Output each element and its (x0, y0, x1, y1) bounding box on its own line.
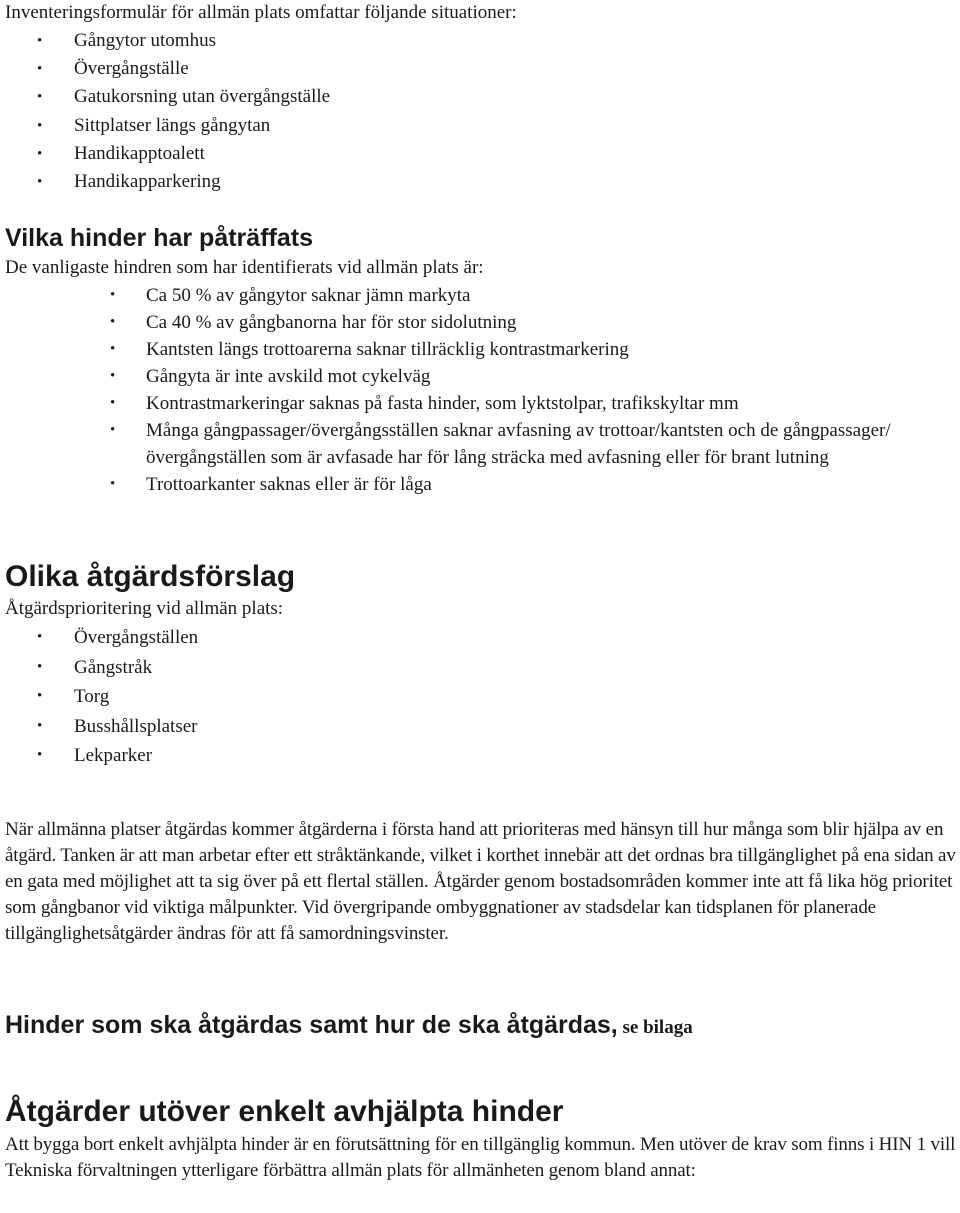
list-item: • Handikapparkering (5, 168, 330, 196)
bullet-icon: • (37, 629, 43, 645)
bullet-icon: • (37, 33, 43, 49)
list-item: • Många gångpassager/övergångsställen saknar avfasning av trottoar/kantsten och de gångpassager/övergångställen som är avfasade har för lång sträcka med avfasning eller för brant lutning (5, 417, 946, 471)
obstacles-list (5, 282, 946, 498)
priority-list (5, 623, 198, 771)
bullet-icon: • (37, 61, 43, 78)
priority-paragraph: När allmänna platser åtgärdas kommer åtgärderna i första hand att prioriteras med hänsyn till hur många som blir hjälpa av en åtgärd. Tanken är att man arbetar efter ett stråktänkande, vilket i korthet innebär att det ordnas bra tillgänglighet på ena sidan av en gata med möjlighet att ta sig över på ett flertal ställen. Åtgärder genom bostadsområden kommer inte att få lika hög prioritet som gångbanor vid viktiga målpunkter. Vid övergripande ombyggnationer av stadsdelar kan tidsplanen för planerade tillgänglighetsåtgärder ändras för att få samordningsvinster. (5, 819, 956, 944)
list-item: • Kantsten längs trottoarerna saknar tillräcklig kontrastmarkering (5, 336, 946, 363)
list-item: • Gatukorsning utan övergångställe (5, 83, 330, 111)
beyond-paragraph: Att bygga bort enkelt avhjälpta hinder är en förutsättning för en tillgänglig kommun. Men utöver de krav som finns i HIN 1 vill Tekniska förvaltningen ytterligare förbättra allmän plats för allmänheten genom bland annat: (5, 1134, 956, 1181)
bullet-icon: • (37, 747, 43, 763)
list-item: • Övergångställe (5, 55, 330, 83)
list-item: • Gångstråk (5, 653, 198, 683)
bullet-icon: • (110, 422, 116, 438)
section-heading-measures: Olika åtgärdsförslag (5, 560, 296, 593)
list-item: • Ca 50 % av gångytor saknar jämn markyta (5, 282, 946, 309)
section-heading-remedies: Hinder som ska åtgärdas samt hur de ska åtgärdas, se bilaga (5, 1011, 693, 1039)
priority-intro: Åtgärdsprioritering vid allmän plats: (5, 598, 284, 619)
situation-list (5, 27, 330, 196)
list-item: • Handikapptoalett (5, 140, 330, 168)
list-item: • Ca 40 % av gångbanorna har för stor sidolutning (5, 309, 946, 336)
section-heading-obstacles: Vilka hinder har påträffats (5, 224, 313, 252)
bullet-icon: • (110, 341, 116, 357)
bullet-icon: • (37, 717, 43, 734)
section-heading-beyond: Åtgärder utöver enkelt avhjälpta hinder (5, 1095, 564, 1128)
list-item: • Busshållsplatser (5, 712, 198, 742)
bullet-icon: • (110, 476, 116, 492)
list-item: • Gångytor utomhus (5, 27, 330, 55)
list-item: • Torg (5, 682, 198, 712)
bullet-icon: • (110, 368, 116, 384)
bullet-icon: • (37, 89, 43, 106)
intro-text: Inventeringsformulär för allmän plats omfattar följande situationer: (5, 2, 517, 23)
annex-reference: se bilaga (617, 1017, 693, 1038)
list-item: • Sittplatser längs gångytan (5, 112, 330, 140)
bullet-icon: • (110, 395, 116, 411)
list-item: • Övergångställen (5, 623, 198, 653)
list-item: • Lekparker (5, 741, 198, 771)
bullet-icon: • (37, 145, 43, 162)
list-item: • Kontrastmarkeringar saknas på fasta hinder, som lyktstolpar, trafikskyltar mm (5, 390, 946, 417)
list-item: • Trottoarkanter saknas eller är för låga (5, 471, 946, 498)
bullet-icon: • (37, 658, 43, 675)
bullet-icon: • (37, 117, 43, 134)
list-item: • Gångyta är inte avskild mot cykelväg (5, 363, 946, 390)
bullet-icon: • (37, 688, 43, 704)
bullet-icon: • (37, 174, 43, 191)
bullet-icon: • (110, 314, 116, 330)
obstacles-intro: De vanligaste hindren som har identifierats vid allmän plats är: (5, 257, 484, 278)
bullet-icon: • (110, 287, 116, 303)
